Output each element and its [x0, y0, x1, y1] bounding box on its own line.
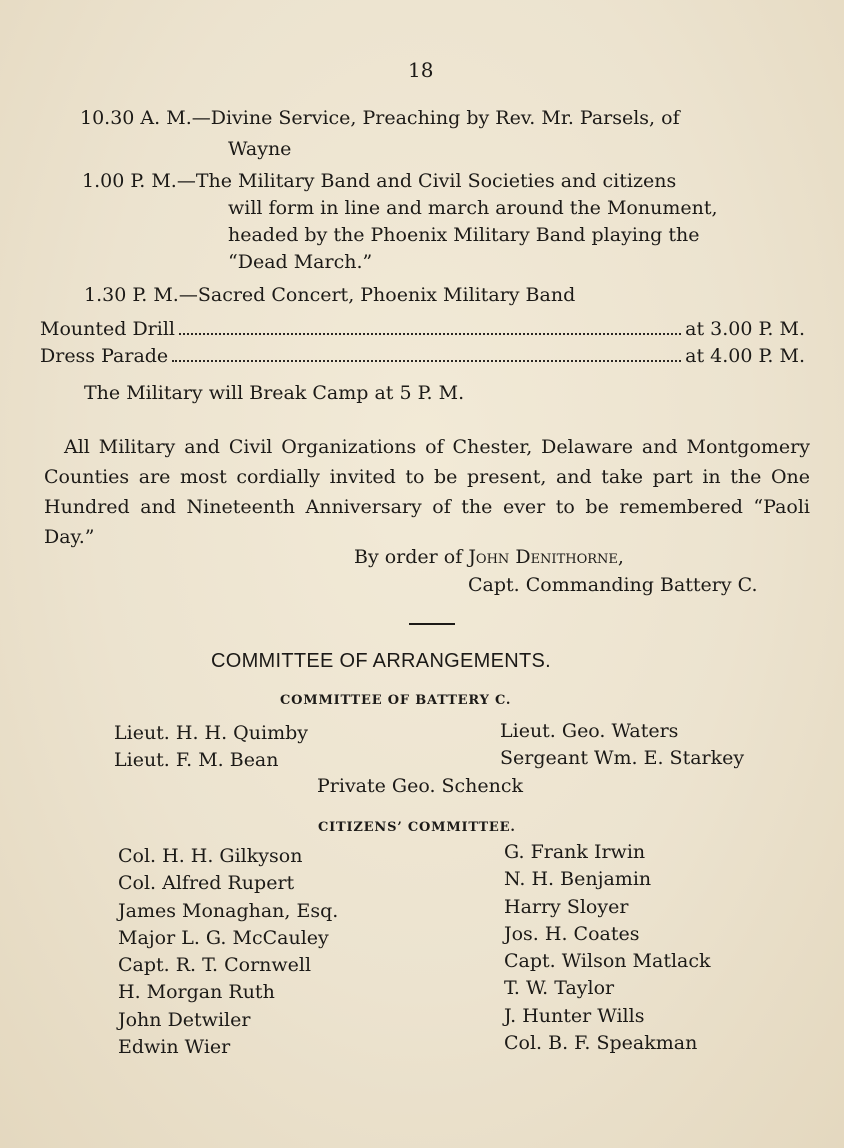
- committee-member: J. Hunter Wills: [504, 1004, 645, 1027]
- committee-member: T. W. Taylor: [504, 977, 615, 1000]
- schedule-text: —The Military Band and Civil Societies and citizens: [176, 170, 677, 192]
- signature-line: [354, 546, 624, 568]
- committee-member: Major L. G. McCauley: [118, 926, 329, 949]
- schedule-text-continued: Wayne: [228, 138, 292, 160]
- committee-member: Capt. R. T. Cornwell: [118, 954, 312, 977]
- page-number: 18: [408, 58, 434, 82]
- schedule-entry-2: [82, 170, 676, 192]
- dot-leader: [179, 332, 681, 335]
- schedule-time: 10.30 A. M.: [80, 107, 192, 129]
- committee-member: Lieut. Geo. Waters: [500, 720, 679, 742]
- committee-member: Sergeant Wm. E. Starkey: [500, 747, 745, 770]
- battery-committee-right: [500, 718, 744, 773]
- citizens-committee-right: [504, 839, 711, 1057]
- battery-committee-left: [114, 720, 308, 775]
- schedule-text: —Divine Service, Preaching by Rev. Mr. Parsels, of: [191, 107, 680, 129]
- invitation-paragraph: All Military and Civil Organizations of Chester, Delaware and Montgomery Counties are most cordially invited to be present, and take part in the One Hundred and Nineteenth Anniversary of the ever to be remembered “Paoli Day.”: [44, 436, 810, 548]
- schedule-text-continued: will form in line and march around the Monument,: [228, 197, 718, 219]
- committee-member: Edwin Wier: [118, 1036, 231, 1059]
- committee-title: COMMITTEE OF ARRANGEMENTS.: [211, 650, 552, 672]
- schedule-time: 1.00 P. M.: [82, 170, 177, 192]
- drill-row: [40, 318, 805, 340]
- divider: [409, 623, 455, 625]
- schedule-text: —Sacred Concert, Phoenix Military Band: [178, 284, 576, 306]
- committee-member: Col. Alfred Rupert: [118, 872, 295, 895]
- drill-label: Mounted Drill: [40, 318, 175, 340]
- committee-member: Col. B. F. Speakman: [504, 1032, 698, 1055]
- committee-member: Jos. H. Coates: [504, 922, 640, 945]
- battery-committee-heading: COMMITTEE OF BATTERY C.: [280, 693, 512, 708]
- drill-time: at 4.00 P. M.: [685, 345, 805, 367]
- committee-member: James Monaghan, Esq.: [118, 899, 339, 922]
- citizens-committee-heading: CITIZENS’ COMMITTEE.: [318, 820, 516, 835]
- schedule-time: 1.30 P. M.: [84, 284, 179, 306]
- committee-member: G. Frank Irwin: [504, 841, 646, 863]
- committee-member: Col. H. H. Gilkyson: [118, 845, 303, 867]
- committee-member: Lieut. H. H. Quimby: [114, 722, 308, 744]
- committee-member: John Detwiler: [118, 1008, 251, 1031]
- drill-row: [40, 345, 805, 367]
- schedule-text-continued: headed by the Phoenix Military Band playing the: [228, 224, 700, 246]
- signature-prefix: By order of: [354, 546, 463, 568]
- committee-member: H. Morgan Ruth: [118, 981, 275, 1004]
- signature-title: Capt. Commanding Battery C.: [468, 574, 758, 596]
- signature-name: John Denithorne,: [468, 546, 624, 568]
- dot-leader: [172, 359, 681, 362]
- break-camp-note: The Military will Break Camp at 5 P. M.: [84, 382, 465, 404]
- committee-member: Lieut. F. M. Bean: [114, 749, 279, 772]
- citizens-committee-left: [118, 843, 338, 1061]
- committee-member: Harry Sloyer: [504, 895, 629, 918]
- drill-time: at 3.00 P. M.: [685, 318, 805, 340]
- committee-member: Capt. Wilson Matlack: [504, 950, 711, 973]
- schedule-entry-3: [84, 284, 575, 306]
- committee-member-center: Private Geo. Schenck: [317, 775, 524, 797]
- committee-member: N. H. Benjamin: [504, 868, 652, 891]
- drill-label: Dress Parade: [40, 345, 169, 367]
- schedule-entry-1: [80, 107, 680, 129]
- schedule-text-continued: “Dead March.”: [228, 251, 373, 273]
